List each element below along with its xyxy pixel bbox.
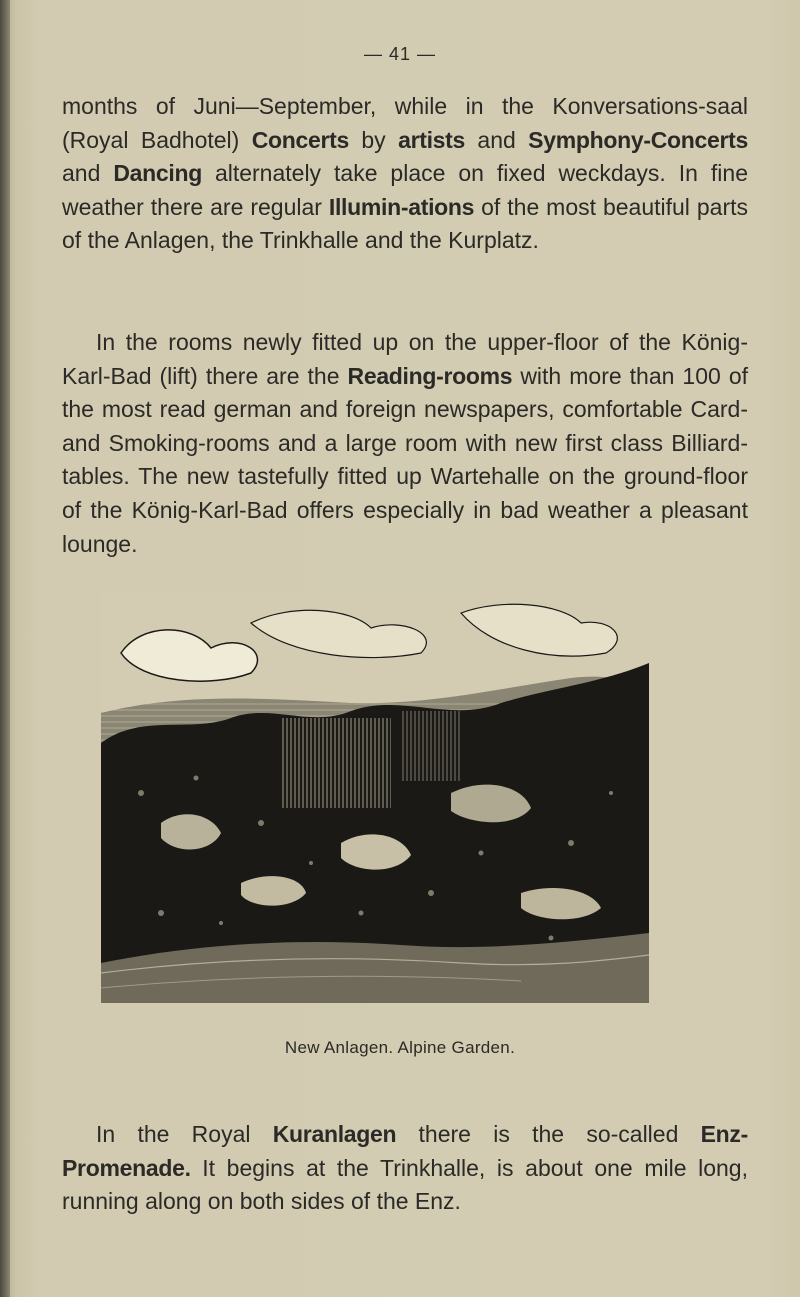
text-run: In the Royal	[96, 1121, 273, 1147]
bold-term-concerts: Concerts	[251, 126, 349, 153]
paragraph-reading-rooms	[62, 326, 748, 561]
text-run: with more than 100 of the most read german and foreign newspapers, comfortable Card- and Smoking-rooms and a large room with new first class Billiard-tables. The new tastefully fitted up Wartehalle on the ground-floor of the König-Karl-Bad offers especially in bad weather a pleasant lounge.	[62, 362, 748, 557]
text-run: In the rooms newly fitted up on the upper-floor of the König-Karl-Bad (lift) there are the	[62, 329, 748, 389]
bold-term-artists: artists	[398, 126, 466, 153]
bold-term-symphony-concerts: Symphony-Concerts	[528, 126, 748, 153]
text-run: It begins at the Trinkhalle, is about one mile long, running along on both sides of the Enz.	[62, 1154, 748, 1215]
book-spine-shadow	[0, 0, 10, 1297]
text-run: of the most beautiful parts of the Anlagen, the Trinkhalle and the Kurplatz.	[62, 193, 748, 254]
bold-term-reading-rooms: Reading-rooms	[347, 362, 513, 389]
text-run: there is the so-called	[396, 1121, 701, 1147]
bold-term-kuranlagen: Kuranlagen	[272, 1121, 397, 1147]
text-run: months of Juni—September, while in the Konversations-saal (Royal Badhotel)	[62, 93, 748, 153]
text-run: and	[465, 126, 529, 153]
text-run: alternately take place on fixed weckdays. In fine weather there are regular	[62, 160, 748, 220]
page-number: — 41 —	[363, 44, 437, 64]
bold-term-illuminations: Illumin-ations	[328, 193, 475, 220]
alpine-garden-engraving	[101, 593, 649, 1003]
paragraph-enz-promenade	[62, 1118, 748, 1219]
figure-caption: New Anlagen. Alpine Garden.	[284, 1038, 516, 1057]
paragraph-concerts	[62, 90, 748, 258]
engraving-illustration	[101, 593, 649, 1003]
text-run: and	[62, 160, 114, 187]
bold-term-dancing: Dancing	[113, 160, 202, 187]
bold-term-enz-promenade: Enz-Promenade.	[62, 1121, 748, 1181]
text-run: by	[349, 126, 399, 153]
